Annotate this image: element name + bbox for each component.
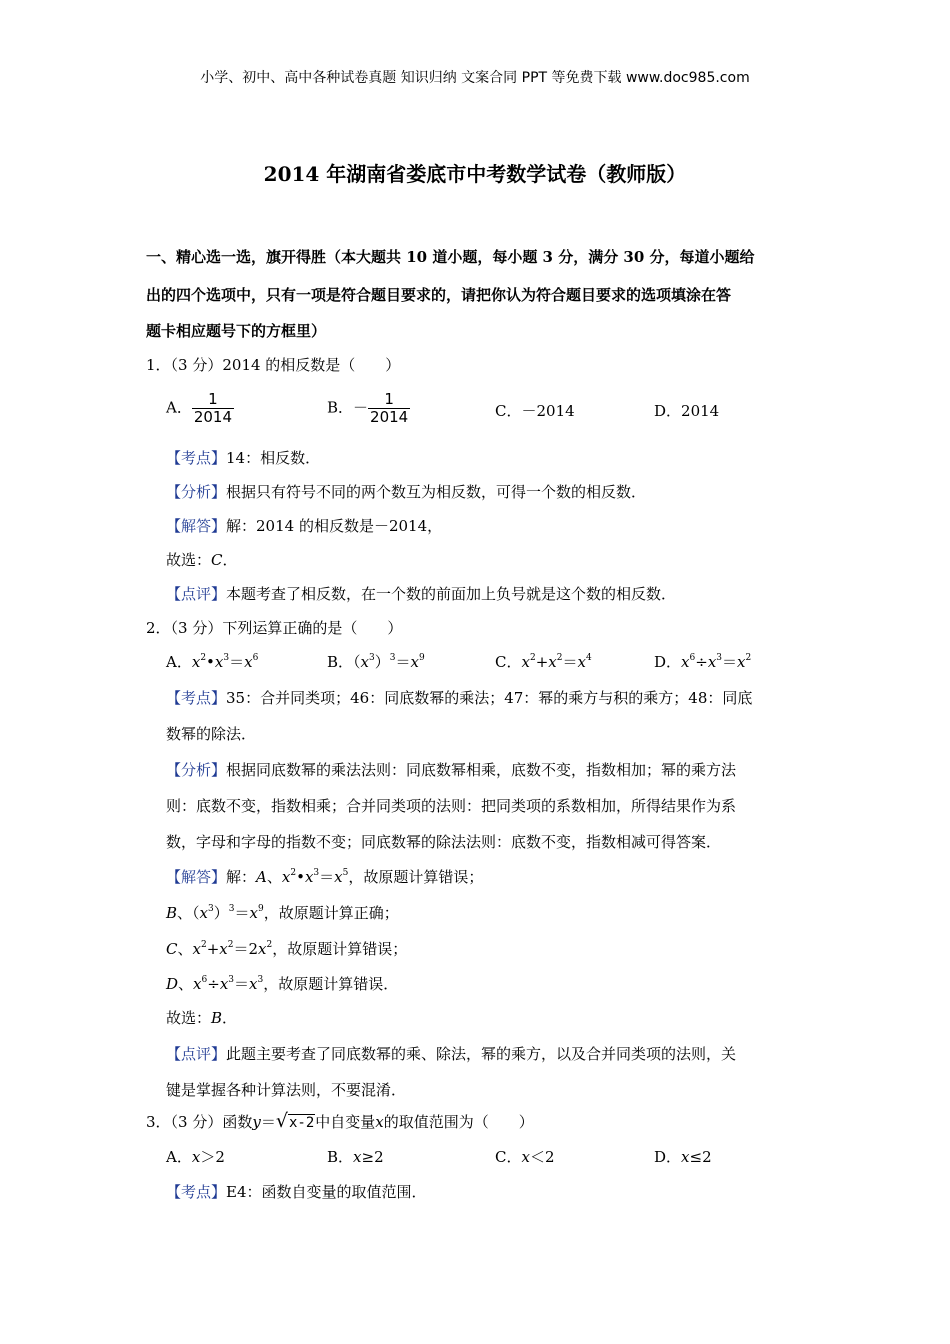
q3-stem-eq: ＝ [260, 1113, 276, 1131]
fenxi-tag: 【分析】 [166, 761, 227, 779]
q1-dianping-text: 本题考查了相反数，在一个数的前面加上负号就是这个数的相反数． [226, 585, 677, 603]
q2-jieda-a-verdict: ，故原题计算错误； [348, 868, 484, 886]
q1-option-a [166, 391, 234, 426]
q2-fenxi-line1 [166, 759, 736, 780]
q2-jieda-line-d: D、$x^6\div x^3=x^3$，故原题计算错误． [166, 975, 399, 993]
q3-stem-suffix: 的取值范围为（ ） [383, 1113, 534, 1131]
q1-fenxi [166, 481, 646, 502]
q3-option-d-value: ≤2 [689, 1148, 712, 1166]
q2-dianping-text1: 此题主要考查了同底数幂的乘、除法，幂的乘方，以及合并同类项的法则，关 [226, 1045, 737, 1063]
q1-option-b [327, 391, 410, 426]
q1-option-d: D．2014 [654, 402, 720, 420]
q1-option-a-fraction [192, 391, 234, 426]
q2-fenxi-text1: 根据同底数幂的乘法法则：同底数幂相乘，底数不变，指数相加；幂的乘方法 [226, 761, 737, 779]
q1-fenxi-text: 根据只有符号不同的两个数互为相反数，可得一个数的相反数． [226, 483, 647, 501]
q1-b-numerator: 1 [384, 390, 394, 408]
q2-kaodian-line2: 数幂的除法． [166, 725, 257, 743]
q3-option-b [327, 1146, 384, 1167]
radical-sign: √ [275, 1110, 288, 1132]
q2-fenxi-line2: 则：底数不变，指数相乘；合并同类项的法则：把同类项的系数相加，所得结果作为系 [166, 797, 737, 815]
q2-answer [166, 1007, 237, 1028]
q1-option-b-fraction [368, 391, 410, 426]
q2-answer-end: ． [222, 1009, 238, 1027]
q2-option-b-prefix: B． [327, 653, 354, 671]
q1-jieda-text: 解：2014 的相反数是－2014， [226, 517, 443, 535]
q1-a-denominator: 2014 [193, 408, 233, 426]
q3-option-b-prefix: B． [327, 1148, 354, 1166]
q3-stem-y: y [252, 1113, 261, 1131]
kaodian-tag: 【考点】 [166, 449, 227, 467]
q2-kaodian-text1: 35：合并同类项；46：同底数幂的乘法；47：幂的乘方与积的乘方；48：同底 [226, 689, 753, 707]
q3-sqrt-expression: x-2 [288, 1115, 315, 1131]
q2-answer-prefix: 故选： [166, 1009, 212, 1027]
q2-option-d-prefix: D． [654, 653, 682, 671]
q2-jieda-b-verdict: ，故原题计算正确； [263, 904, 399, 922]
q1-jieda [166, 515, 442, 536]
q1-answer [166, 549, 238, 570]
section-intro-line1: 一、精心选一选，旗开得胜（本大题共 10 道小题，每小题 3 分，满分 30 分，每道小题给 [146, 248, 755, 266]
q1-answer-end: ． [222, 551, 238, 569]
jieda-tag: 【解答】 [166, 517, 227, 535]
q2-option-a-prefix: A． [166, 653, 192, 671]
q2-dianping-line2: 键是掌握各种计算法则，不要混淆． [166, 1081, 407, 1099]
q2-kaodian-line1 [166, 687, 752, 708]
q1-kaodian-text: 14：相反数． [226, 449, 321, 467]
page-title: 2014 年湖南省娄底市中考数学试卷（教师版） [263, 162, 687, 186]
section-intro-line3: 题卡相应题号下的方框里） [146, 322, 327, 340]
q1-stem: 1．（3 分）2014 的相反数是（ ） [146, 356, 401, 374]
q1-answer-prefix: 故选： [166, 551, 212, 569]
q2-jieda-d-verdict: ，故原题计算错误． [263, 975, 399, 993]
q1-option-a-prefix: A． [166, 398, 192, 417]
q1-a-numerator: 1 [208, 390, 218, 408]
q1-b-denominator: 2014 [370, 408, 409, 426]
kaodian-tag: 【考点】 [166, 1183, 227, 1201]
dianping-tag: 【点评】 [166, 585, 227, 603]
q3-stem-x: x [375, 1113, 384, 1131]
q3-option-a-var: x [191, 1148, 201, 1166]
q3-option-d-prefix: D． [654, 1148, 682, 1166]
section-intro-line2: 出的四个选项中，只有一项是符合题目要求的，请把你认为符合题目要求的选项填涂在答 [146, 286, 732, 304]
q3-option-b-var: x [353, 1148, 362, 1166]
q3-option-c-var: x [521, 1148, 530, 1166]
q2-option-d: D．$x^6\div x^3=x^2$ [654, 653, 752, 671]
fenxi-tag: 【分析】 [166, 483, 227, 501]
q2-jieda-line-a: 【解答】解：A、$x^2•x^3=x^5$，故原题计算错误； [166, 868, 484, 886]
q1-option-c: C．－2014 [495, 402, 575, 420]
q2-fenxi-line3: 数，字母和字母的指数不变；同底数幂的除法法则：底数不变，指数相减可得答案． [166, 833, 722, 851]
q3-option-c-prefix: C． [495, 1148, 522, 1166]
dianping-tag: 【点评】 [166, 1045, 227, 1063]
q3-option-c-value: ＜2 [529, 1148, 555, 1166]
q2-jieda-line-b: B、$(x^3)^3=x^9$，故原题计算正确； [166, 904, 399, 922]
q2-dianping-line1 [166, 1043, 736, 1064]
q3-option-c [495, 1146, 555, 1167]
q2-option-a: A．$x^2•x^3=x^6$ [166, 653, 259, 671]
q3-stem-mid: 中自变量 [315, 1113, 376, 1131]
q2-option-c-prefix: C． [495, 653, 522, 671]
q3-option-b-value: ≥2 [361, 1148, 384, 1166]
q1-option-b-prefix: B．－ [327, 398, 369, 417]
kaodian-tag: 【考点】 [166, 689, 227, 707]
q1-dianping [166, 583, 676, 604]
q3-option-d [654, 1146, 712, 1167]
q2-answer-choice: B [211, 1009, 223, 1027]
jieda-tag: 【解答】 [166, 868, 227, 886]
q2-jieda-line-c: C、$x^2+x^2=2x^2$，故原题计算错误； [166, 940, 408, 958]
q3-kaodian [166, 1181, 427, 1202]
q3-stem [146, 1110, 534, 1132]
q2-stem: 2．（3 分）下列运算正确的是（ ） [146, 619, 403, 637]
q2-option-b: B．$(x^3)^3=x^9$ [327, 653, 425, 671]
q2-jieda-c-verdict: ，故原题计算错误； [272, 940, 408, 958]
q3-option-a-prefix: A． [166, 1148, 192, 1166]
q2-jieda-prefix: 解： [226, 868, 257, 886]
q1-kaodian [166, 447, 320, 468]
q3-stem-prefix: 3．（3 分）函数 [146, 1113, 253, 1131]
q3-option-d-var: x [681, 1148, 690, 1166]
q3-option-a-value: ＞2 [200, 1148, 225, 1166]
q2-option-c: C．$x^2+x^2=x^4$ [495, 653, 592, 671]
q1-answer-choice: C [211, 551, 223, 569]
q3-kaodian-text: E4：函数自变量的取值范围． [226, 1183, 427, 1201]
page-header: 小学、初中、高中各种试卷真题 知识归纳 文案合同 PPT 等免费下载 www.doc985.com [200, 70, 750, 86]
q3-option-a [166, 1146, 225, 1167]
